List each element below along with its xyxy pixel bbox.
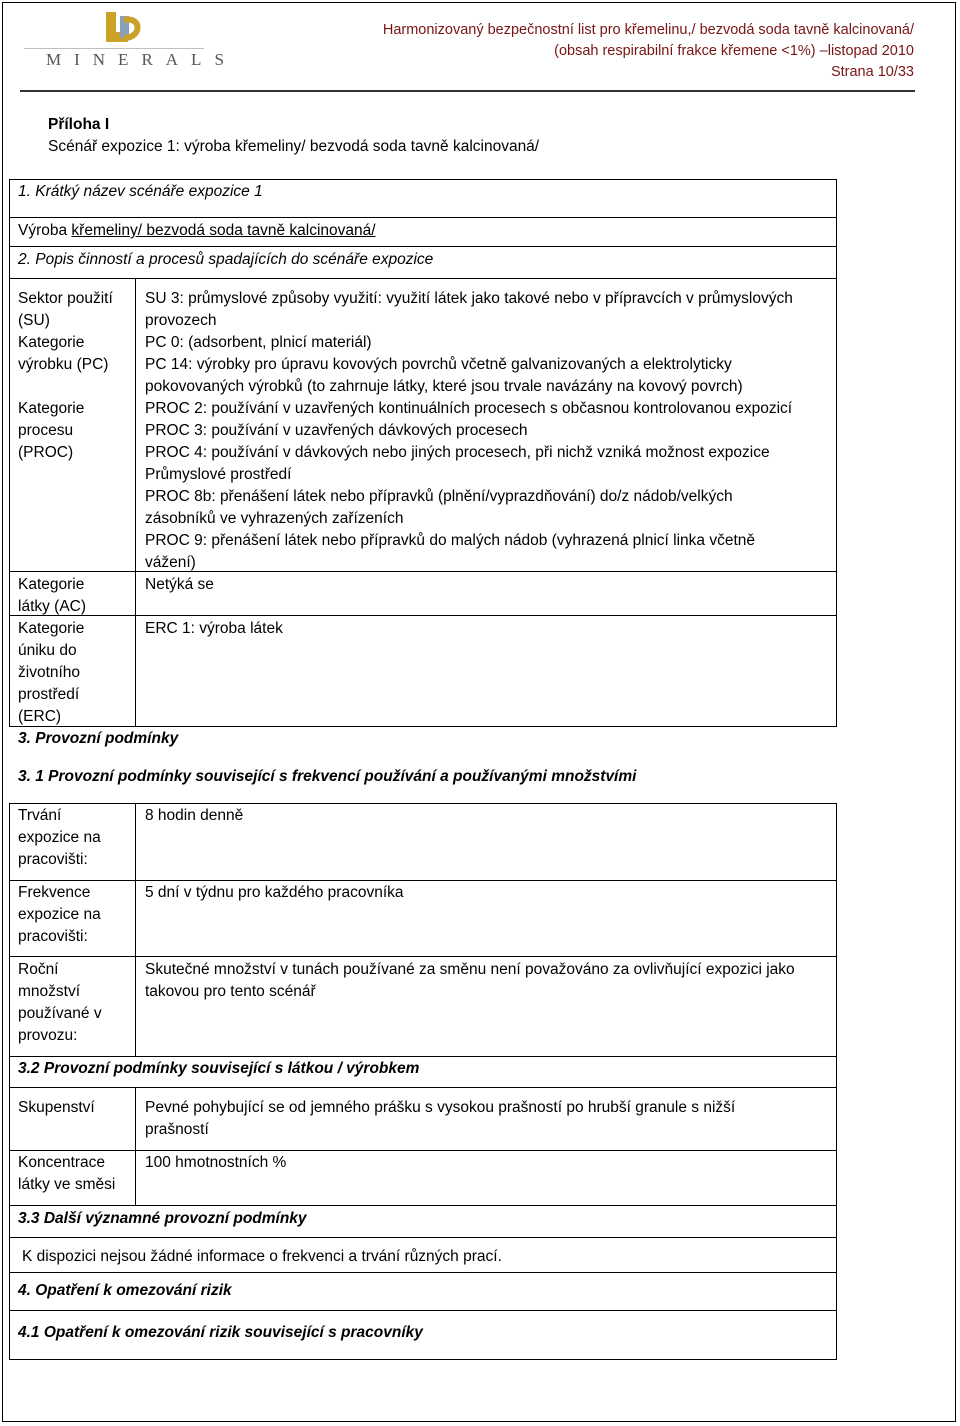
label-line: Kategorie <box>18 334 85 351</box>
intro <box>48 114 539 158</box>
label-line: prostředí <box>18 686 80 703</box>
value-line: Pevné pohybující se od jemného prášku s vysokou prašností po hrubší granule s nižší <box>145 1099 736 1116</box>
section3-3-heading: 3.3 Další významné provozní podmínky <box>18 1210 307 1227</box>
section4-1-heading: 4.1 Opatření k omezování rizik související s pracovníky <box>18 1324 423 1341</box>
section3-3-heading-divider <box>9 1237 837 1238</box>
label-line: expozice na <box>18 829 101 846</box>
label-line: Koncentrace <box>18 1154 106 1171</box>
value-line: Průmyslové prostředí <box>145 466 292 483</box>
appendix-title: Příloha I <box>48 116 110 133</box>
section3-1-column-divider <box>135 803 136 1056</box>
value-line: PROC 3: používání v uzavřených dávkových procesech <box>145 422 528 439</box>
value-line: PC 14: výrobky pro úpravu kovových povrchů včetně galvanizovaných a elektrolyticky <box>145 356 732 373</box>
label-line: Kategorie <box>18 400 85 417</box>
label-line: Trvání <box>18 807 62 824</box>
label-line: provozu: <box>18 1027 78 1044</box>
section2-row3-label <box>18 618 84 728</box>
label-line: množství <box>18 983 81 1000</box>
value-line: vážení) <box>145 554 196 571</box>
label-line: Frekvence <box>18 884 91 901</box>
label-line: (ERC) <box>18 708 62 725</box>
section2-row3-value: ERC 1: výroba látek <box>145 620 283 637</box>
section4-heading-divider <box>9 1310 837 1311</box>
section2-row-divider-2 <box>9 615 837 616</box>
section3-1-row-divider-3 <box>9 1056 837 1057</box>
section3-2-row-divider <box>9 1150 837 1151</box>
section3-heading: 3. Provozní podmínky <box>18 730 179 747</box>
scenario-name-prefix: Výroba <box>18 222 72 239</box>
header-page-number: Strana 10/33 <box>830 64 914 80</box>
section3-1-heading: 3. 1 Provozní podmínky související s frekvencí používání a používanými množstvími <box>18 768 637 785</box>
scenario-name <box>18 220 376 242</box>
header-line-1: Harmonizovaný bezpečnostní list pro křemelinu,/ bezvodá soda tavně kalcinovaná/ <box>382 22 914 38</box>
section3-1-row3-label <box>18 959 102 1047</box>
value-line: PROC 4: používání v dávkových nebo jiných procesech, při nichž vzniká možnost expozice <box>145 444 770 461</box>
label-line: pracovišti: <box>18 928 88 945</box>
scenario-name-underlined: křemeliny/ bezvodá soda tavně kalcinovaná/ <box>71 222 376 239</box>
value-line: pokovovaných výrobků (to zahrnuje látky, které jsou trvale navázány na kovový povrch) <box>145 378 743 395</box>
section3-1-row2-value: 5 dní v týdnu pro každého pracovníka <box>145 884 404 901</box>
section3-1-row1-value: 8 hodin denně <box>145 807 244 824</box>
value-line: SU 3: průmyslové způsoby využití: využití látek jako takové nebo v přípravcích v průmyslových <box>145 290 793 307</box>
value-line: PC 0: (adsorbent, plnicí materiál) <box>145 334 372 351</box>
section3-2-row1-label: Skupenství <box>18 1099 95 1116</box>
label-line: výrobku (PC) <box>18 356 109 373</box>
section2-row2-value: Netýká se <box>145 576 214 593</box>
value-line: PROC 2: používání v uzavřených kontinuálních procesech s občasnou kontrolovanou expozicí <box>145 400 793 417</box>
label-line: Kategorie <box>18 576 85 593</box>
section2-heading: 2. Popis činností a procesů spadajících do scénáře expozice <box>18 251 434 268</box>
label-line: životního <box>18 664 81 681</box>
section3-2-row1-value <box>145 1097 735 1141</box>
section3-2-row2-value: 100 hmotnostních % <box>145 1154 287 1171</box>
value-line: takovou pro tento scénář <box>145 983 316 1000</box>
header-divider <box>20 90 915 92</box>
value-line: PROC 9: přenášení látek nebo přípravků do malých nádob (vyhrazená plnicí linka včetně <box>145 532 756 549</box>
label-line: Kategorie <box>18 620 85 637</box>
section3-2-bottom-divider <box>9 1205 837 1206</box>
section3-1-row-divider-2 <box>9 956 837 957</box>
label-line: expozice na <box>18 906 101 923</box>
value-line: Skutečné množství v tunách používané za směnu není považováno za ovlivňující expozici jako <box>145 961 795 978</box>
value-line: zásobníků ve vyhrazených zařízeních <box>145 510 404 527</box>
document-header <box>383 20 914 83</box>
value-line: prašností <box>145 1121 209 1138</box>
label-line: procesu <box>18 422 74 439</box>
section3-table <box>9 803 837 1360</box>
section2-row1-label <box>18 288 113 464</box>
section2-heading-divider <box>9 278 837 279</box>
logo-word: MINERALS <box>46 50 237 69</box>
header-line-2: (obsah respirabilní frakce křemene <1%) –listopad 2010 <box>554 43 914 59</box>
section3-3-text: K dispozici nejsou žádné informace o frekvenci a trvání různých prací. <box>22 1248 502 1265</box>
section3-1-row3-value <box>145 959 795 1003</box>
scenario-subtitle: Scénář expozice 1: výroba křemeliny/ bezvodá soda tavně kalcinovaná/ <box>48 138 540 155</box>
label-line: (PROC) <box>18 444 74 461</box>
section3-2-row2-label <box>18 1152 115 1196</box>
section3-2-heading: 3.2 Provozní podmínky související s látkou / výrobkem <box>18 1060 420 1077</box>
section1-heading: 1. Krátký název scénáře expozice 1 <box>18 183 263 200</box>
section3-3-bottom-divider <box>9 1272 837 1273</box>
label-line: Roční <box>18 961 59 978</box>
section2-column-divider <box>135 278 136 727</box>
label-line: látky ve směsi <box>18 1176 116 1193</box>
label-line: pracovišti: <box>18 851 88 868</box>
section3-2-column-divider <box>135 1087 136 1205</box>
section3-2-heading-divider <box>9 1087 837 1088</box>
label-line <box>18 376 113 398</box>
label-line: Sektor použití <box>18 290 113 307</box>
value-line: provozech <box>145 312 217 329</box>
label-line: (SU) <box>18 312 50 329</box>
section2-row2-label <box>18 574 86 618</box>
label-line: úniku do <box>18 642 77 659</box>
section2-row1-value <box>145 288 793 574</box>
section3-1-row1-label <box>18 805 101 871</box>
section3-1-row-divider-1 <box>9 880 837 881</box>
section3-1-row2-label <box>18 882 101 948</box>
value-line: PROC 8b: přenášení látek nebo přípravků (plnění/vyprazdňování) do/z nádob/velkých <box>145 488 733 505</box>
label-line: látky (AC) <box>18 598 87 615</box>
minerals-logo <box>24 8 237 74</box>
section4-heading: 4. Opatření k omezování rizik <box>18 1282 232 1299</box>
label-line: používané v <box>18 1005 102 1022</box>
